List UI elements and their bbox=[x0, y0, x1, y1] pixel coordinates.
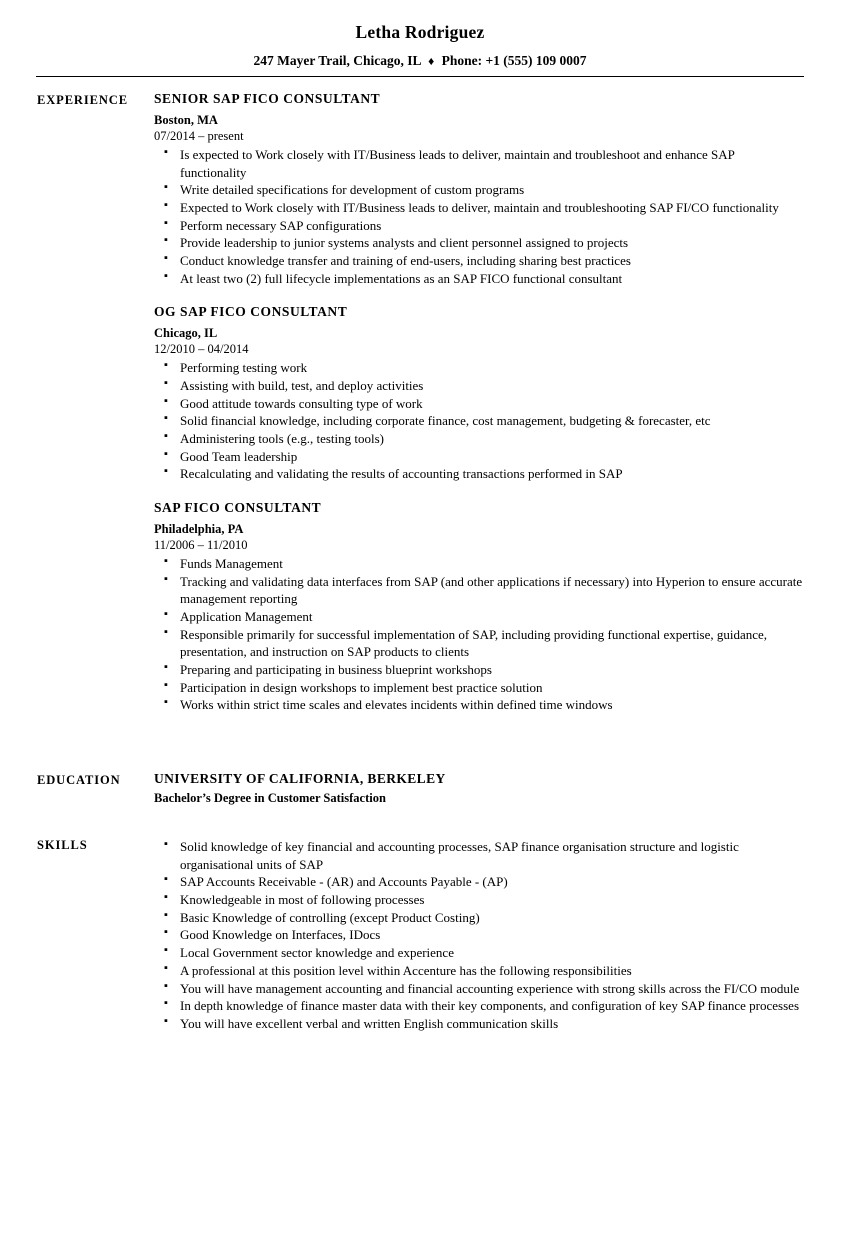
list-item: ▪ Good Team leadership bbox=[154, 448, 804, 466]
job-title: OG SAP FICO CONSULTANT bbox=[154, 304, 348, 320]
list-item: ▪ SAP Accounts Receivable - (AR) and Accounts Payable - (AP) bbox=[154, 873, 804, 891]
contact-phone: Phone: +1 (555) 109 0007 bbox=[441, 53, 587, 68]
experience-section-body bbox=[154, 91, 804, 731]
list-item: ▪ Responsible primarily for successful implementation of SAP, including providing functional expertise, guidance, presentation, and instruction on SAP products to clients bbox=[154, 626, 804, 661]
header-divider bbox=[36, 76, 804, 77]
list-item: ▪ You will have management accounting and financial accounting experience with strong skills across the FI/CO module bbox=[154, 980, 804, 998]
list-item: ▪ Participation in design workshops to implement best practice solution bbox=[154, 679, 804, 697]
list-item: ▪ Preparing and participating in business blueprint workshops bbox=[154, 661, 804, 679]
list-item: ▪ A professional at this position level within Accenture has the following responsibilities bbox=[154, 962, 804, 980]
section-spacer bbox=[36, 806, 804, 836]
list-item: ▪ At least two (2) full lifecycle implementations as an SAP FICO functional consultant bbox=[154, 270, 804, 288]
list-item: ▪ Conduct knowledge transfer and training of end-users, including sharing best practices bbox=[154, 252, 804, 270]
list-item: ▪ Solid knowledge of key financial and accounting processes, SAP finance organisation structure and logistic organisational units of SAP bbox=[154, 838, 804, 873]
list-item: ▪ You will have excellent verbal and written English communication skills bbox=[154, 1015, 804, 1033]
list-item: ▪ Basic Knowledge of controlling (except Product Costing) bbox=[154, 909, 804, 927]
education-section-label: EDUCATION bbox=[37, 773, 121, 788]
list-item: ▪ Performing testing work bbox=[154, 359, 804, 377]
list-item: ▪ Write detailed specifications for development of custom programs bbox=[154, 181, 804, 199]
job-dates: 11/2006 – 11/2010 bbox=[154, 538, 248, 553]
job-title: SENIOR SAP FICO CONSULTANT bbox=[154, 91, 381, 106]
education-degree: Bachelor’s Degree in Customer Satisfaction bbox=[154, 791, 386, 806]
list-item: ▪ Is expected to Work closely with IT/Business leads to deliver, maintain and troubleshoot and enhance SAP functionality bbox=[154, 146, 804, 181]
job-title: SAP FICO CONSULTANT bbox=[154, 500, 322, 516]
experience-item bbox=[154, 91, 804, 287]
skills-section-body bbox=[154, 836, 804, 1032]
job-location: Boston, MA bbox=[154, 113, 218, 127]
contact-line bbox=[36, 53, 804, 69]
experience-item bbox=[154, 500, 804, 714]
diamond-icon: ♦ bbox=[428, 54, 435, 68]
list-item: ▪ Expected to Work closely with IT/Business leads to deliver, maintain and troubleshooting SAP FI/CO functionality bbox=[154, 199, 804, 217]
job-location: Philadelphia, PA bbox=[154, 522, 244, 537]
list-item: ▪ Good attitude towards consulting type of work bbox=[154, 395, 804, 413]
education-section bbox=[36, 771, 804, 806]
education-school: UNIVERSITY OF CALIFORNIA, BERKELEY bbox=[154, 771, 446, 787]
contact-address: 247 Mayer Trail, Chicago, IL bbox=[253, 53, 421, 68]
skills-bullets bbox=[154, 838, 804, 1032]
job-bullets bbox=[154, 146, 804, 287]
list-item: ▪ Provide leadership to junior systems analysts and client personnel assigned to projects bbox=[154, 234, 804, 252]
list-item: ▪ Knowledgeable in most of following processes bbox=[154, 891, 804, 909]
list-item: ▪ Good Knowledge on Interfaces, IDocs bbox=[154, 926, 804, 944]
experience-section bbox=[36, 91, 804, 731]
section-spacer bbox=[36, 731, 804, 771]
list-item: ▪ Administering tools (e.g., testing tools) bbox=[154, 430, 804, 448]
list-item: ▪ Works within strict time scales and elevates incidents within defined time windows bbox=[154, 696, 804, 714]
job-bullets bbox=[154, 555, 804, 714]
list-item: ▪ Local Government sector knowledge and experience bbox=[154, 944, 804, 962]
list-item: ▪ Perform necessary SAP configurations bbox=[154, 217, 804, 235]
experience-item bbox=[154, 304, 804, 483]
job-location: Chicago, IL bbox=[154, 326, 218, 341]
experience-section-label: EXPERIENCE bbox=[37, 93, 128, 107]
list-item: ▪ Recalculating and validating the results of accounting transactions performed in SAP bbox=[154, 465, 804, 483]
job-dates: 12/2010 – 04/2014 bbox=[154, 342, 249, 357]
job-bullets bbox=[154, 359, 804, 483]
skills-section-label: SKILLS bbox=[37, 838, 88, 853]
list-item: ▪ Assisting with build, test, and deploy activities bbox=[154, 377, 804, 395]
job-dates: 07/2014 – present bbox=[154, 129, 244, 143]
list-item: ▪ Tracking and validating data interfaces from SAP (and other applications if necessary) into Hyperion to ensure accurate management reporting bbox=[154, 573, 804, 608]
page-title: Letha Rodriguez bbox=[355, 22, 485, 42]
list-item: ▪ Solid financial knowledge, including corporate finance, cost management, budgeting & forecaster, etc bbox=[154, 412, 804, 430]
list-item: ▪ Application Management bbox=[154, 608, 804, 626]
education-section-body bbox=[154, 771, 804, 806]
skills-section bbox=[36, 836, 804, 1032]
list-item: ▪ Funds Management bbox=[154, 555, 804, 573]
list-item: ▪ In depth knowledge of finance master data with their key components, and configuration of key SAP finance processes bbox=[154, 997, 804, 1015]
